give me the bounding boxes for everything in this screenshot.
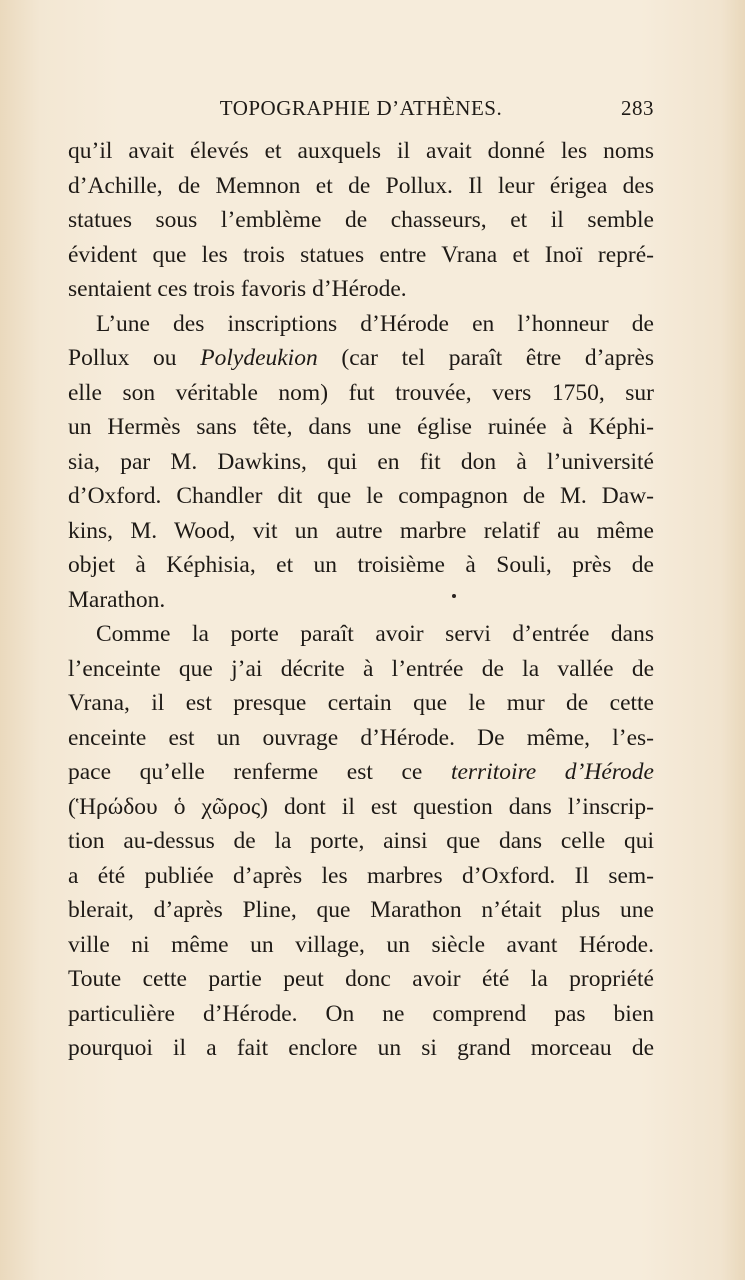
text-line: a été publiée d’après les marbres d’Oxford. Il sem- — [68, 862, 654, 889]
text-line: qu’il avait élevés et auxquels il avait donné les noms — [68, 138, 654, 164]
text-line: Toute cette partie peut donc avoir été la propriété — [68, 966, 654, 992]
italic-term: territoire d’Hérode — [450, 759, 654, 785]
text-line: sia, par M. Dawkins, qui en fit don à l’université — [68, 448, 654, 475]
italic-term: Polydeukion — [200, 345, 318, 371]
text-line: ville ni même un village, un siècle avant Hérode. — [68, 931, 654, 958]
text-line: pace qu’elle renferme est ce territoire d’Hérode — [68, 759, 654, 785]
text-line: tion au-dessus de la porte, ainsi que dans celle qui — [68, 828, 654, 854]
text-line: Pollux ou Polydeukion (car tel paraît être d’après — [68, 345, 654, 371]
text-line: elle son véritable nom) fut trouvée, vers 1750, sur — [68, 379, 654, 406]
text-line: (Ἡρώδου ὁ χῶρος) dont il est question dans l’inscrip- — [68, 793, 654, 820]
text-line: blerait, d’après Pline, que Marathon n’était plus une — [68, 897, 654, 923]
ink-speck — [452, 594, 456, 598]
text-line: l’enceinte que j’ai décrite à l’entrée de la vallée de — [68, 655, 654, 682]
running-header — [68, 96, 654, 126]
text-line: kins, M. Wood, vit un autre marbre relatif au même — [68, 517, 654, 544]
text-line: d’Oxford. Chandler dit que le compagnon de M. Daw- — [68, 483, 654, 509]
text-line: objet à Képhisia, et un troisième à Souli, près de — [68, 552, 654, 578]
text-line: particulière d’Hérode. On ne comprend pas bien — [68, 1000, 654, 1027]
text-line: Comme la porte paraît avoir servi d’entrée dans — [96, 621, 654, 647]
running-title: TOPOGRAPHIE D’ATHÈNES. — [219, 96, 503, 120]
text-line: enceinte est un ouvrage d’Hérode. De même, l’es- — [68, 724, 654, 751]
text-line: pourquoi il a fait enclore un si grand morceau de — [68, 1035, 654, 1061]
page-number: 283 — [621, 96, 654, 120]
body-text — [68, 134, 654, 1066]
text-line: Vrana, il est presque certain que le mur de cette — [68, 690, 654, 716]
text-line: évident que les trois statues entre Vrana et Inoï repré- — [68, 241, 654, 268]
text-line: L’une des inscriptions d’Hérode en l’honneur de — [96, 310, 654, 337]
text-line: sentaient ces trois favoris d’Hérode. — [68, 276, 407, 302]
text-line: d’Achille, de Memnon et de Pollux. Il leur érigea des — [68, 172, 654, 199]
text-line: statues sous l’emblème de chasseurs, et il semble — [68, 207, 654, 233]
text-line: un Hermès sans tête, dans une église ruinée à Képhi- — [68, 414, 654, 440]
text-line: Marathon. — [68, 586, 166, 613]
